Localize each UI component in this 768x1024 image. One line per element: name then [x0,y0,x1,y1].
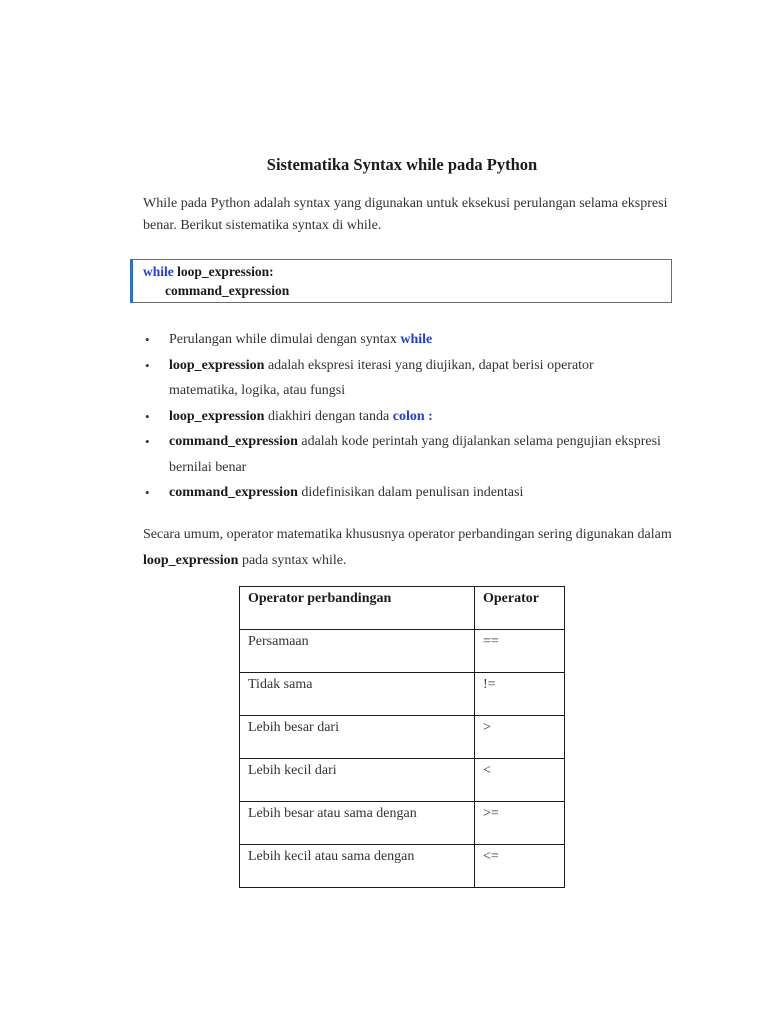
list-item [145,327,665,353]
code-line-2: command_expression [165,283,290,298]
bullet-keyword: while [400,332,433,347]
intro-paragraph: While pada Python adalah syntax yang digunakan untuk eksekusi perulangan selama ekspresi benar. Berikut sistematika syntax di while. [143,196,668,233]
list-item [145,353,665,404]
table-cell: == [475,630,565,673]
table-header-cell: Operator perbandingan [240,587,475,630]
bullet-text: Perulangan while dimulai dengan syntax [169,332,401,347]
bullet-marker: • [145,332,150,347]
code-keyword: while [143,264,174,279]
table-header-cell: Operator [475,587,565,630]
bullet-keyword: colon : [392,408,433,424]
page-title: Sistematika Syntax while pada Python [266,155,538,174]
table-header-row [240,587,565,630]
table-cell: Lebih besar atau sama dengan [240,802,475,845]
bullet-text: adalah ekspresi iterasi yang diujikan, dapat berisi operator matematika, logika, atau fungsi [169,357,594,398]
table-row [240,673,565,716]
paragraph-text: Secara umum, operator matematika khususnya operator perbandingan sering digunakan dalam [143,527,672,542]
paragraph-term: loop_expression [143,553,239,568]
table-row [240,716,565,759]
code-line-1 [143,264,274,280]
table-cell: >= [475,802,565,845]
code-block [130,259,672,303]
table-cell: <= [475,845,565,888]
table-cell: Lebih besar dari [240,716,475,759]
bullet-marker: • [145,408,150,424]
list-item [145,429,665,480]
bullet-term: command_expression [169,434,298,449]
table-cell: Tidak sama [240,673,475,716]
bullet-text: didefinisikan dalam penulisan indentasi [297,485,524,500]
table-row [240,759,565,802]
table-row [240,845,565,888]
paragraph-text-end: pada syntax while. [238,553,347,568]
table-cell: > [475,716,565,759]
bullet-term: command_expression [169,485,298,500]
table-cell: Persamaan [240,630,475,673]
syntax-bullet-list [145,327,665,506]
bullet-text: diakhiri dengan tanda [264,408,393,424]
table-row [240,630,565,673]
bullet-text: adalah kode perintah yang dijalankan selama pengujian ekspresi bernilai benar [169,434,661,475]
bullet-marker: • [145,434,150,449]
bullet-marker: • [145,485,150,500]
code-line-1-rest: loop_expression: [173,264,274,279]
comparison-operator-table [239,586,565,888]
table-row [240,802,565,845]
bullet-marker: • [145,357,150,373]
table-cell: Lebih kecil atau sama dengan [240,845,475,888]
list-item [145,404,665,430]
list-item [145,480,665,506]
table-cell: Lebih kecil dari [240,759,475,802]
bullet-term: loop_expression [169,408,265,424]
bullet-term: loop_expression [169,357,265,373]
table-cell: != [475,673,565,716]
operator-paragraph [143,522,673,574]
table-cell: < [475,759,565,802]
